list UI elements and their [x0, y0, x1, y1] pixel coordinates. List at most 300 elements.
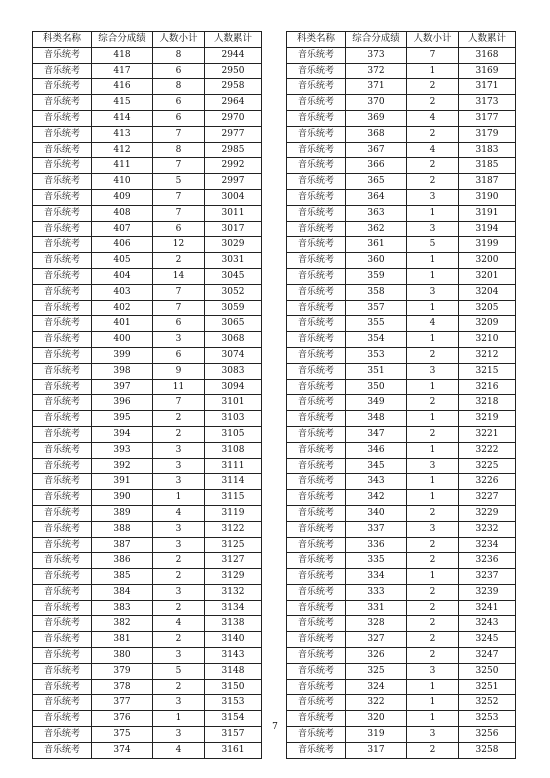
cell-category: 音乐统考 — [33, 253, 92, 269]
header-count: 人数小计 — [153, 32, 205, 48]
cell-score: 336 — [346, 537, 407, 553]
cell-count: 2 — [407, 95, 459, 111]
cell-category: 音乐统考 — [33, 742, 92, 758]
cell-cumulative: 2992 — [205, 158, 262, 174]
cell-count: 2 — [153, 553, 205, 569]
table-row — [287, 316, 516, 332]
table-row — [33, 537, 262, 553]
cell-score: 371 — [346, 79, 407, 95]
table-row — [33, 490, 262, 506]
cell-category: 音乐统考 — [287, 679, 346, 695]
table-row — [287, 395, 516, 411]
table-row — [33, 521, 262, 537]
cell-score: 412 — [92, 142, 153, 158]
cell-category: 音乐统考 — [287, 63, 346, 79]
cell-cumulative: 3129 — [205, 569, 262, 585]
cell-cumulative: 3074 — [205, 347, 262, 363]
table-row — [33, 47, 262, 63]
cell-count: 7 — [153, 158, 205, 174]
cell-score: 377 — [92, 695, 153, 711]
table-row — [287, 505, 516, 521]
cell-cumulative: 3243 — [459, 616, 516, 632]
table-row — [33, 205, 262, 221]
cell-cumulative: 3153 — [205, 695, 262, 711]
table-row — [33, 268, 262, 284]
cell-cumulative: 3221 — [459, 426, 516, 442]
table-row — [33, 379, 262, 395]
table-row — [33, 616, 262, 632]
cell-category: 音乐统考 — [287, 569, 346, 585]
cell-cumulative: 3105 — [205, 426, 262, 442]
cell-cumulative: 3210 — [459, 332, 516, 348]
cell-category: 音乐统考 — [33, 316, 92, 332]
cell-cumulative: 3179 — [459, 126, 516, 142]
cell-cumulative: 3199 — [459, 237, 516, 253]
cell-score: 384 — [92, 584, 153, 600]
cell-cumulative: 3134 — [205, 600, 262, 616]
table-row — [287, 584, 516, 600]
table-row — [33, 679, 262, 695]
cell-score: 380 — [92, 648, 153, 664]
cell-score: 364 — [346, 189, 407, 205]
cell-category: 音乐统考 — [33, 268, 92, 284]
cell-category: 音乐统考 — [287, 616, 346, 632]
cell-category: 音乐统考 — [33, 584, 92, 600]
table-row — [33, 126, 262, 142]
table-row — [33, 79, 262, 95]
cell-score: 407 — [92, 221, 153, 237]
cell-count: 1 — [407, 411, 459, 427]
cell-score: 381 — [92, 632, 153, 648]
score-table-left — [32, 31, 262, 759]
cell-score: 388 — [92, 521, 153, 537]
table-row — [287, 63, 516, 79]
cell-score: 325 — [346, 663, 407, 679]
cell-count: 8 — [153, 47, 205, 63]
cell-cumulative: 3029 — [205, 237, 262, 253]
cell-cumulative: 3204 — [459, 284, 516, 300]
cell-score: 331 — [346, 600, 407, 616]
cell-score: 386 — [92, 553, 153, 569]
cell-count: 4 — [407, 142, 459, 158]
cell-category: 音乐统考 — [33, 711, 92, 727]
cell-count: 12 — [153, 237, 205, 253]
table-row — [287, 742, 516, 758]
cell-category: 音乐统考 — [33, 442, 92, 458]
cell-count: 2 — [407, 632, 459, 648]
cell-score: 317 — [346, 742, 407, 758]
cell-count: 4 — [153, 742, 205, 758]
cell-category: 音乐统考 — [33, 300, 92, 316]
cell-category: 音乐统考 — [287, 110, 346, 126]
cell-score: 327 — [346, 632, 407, 648]
cell-count: 3 — [407, 189, 459, 205]
cell-score: 402 — [92, 300, 153, 316]
cell-cumulative: 3052 — [205, 284, 262, 300]
cell-count: 2 — [407, 648, 459, 664]
cell-cumulative: 3232 — [459, 521, 516, 537]
header-category: 科类名称 — [33, 32, 92, 48]
cell-category: 音乐统考 — [33, 411, 92, 427]
cell-category: 音乐统考 — [287, 648, 346, 664]
cell-score: 367 — [346, 142, 407, 158]
cell-count: 6 — [153, 63, 205, 79]
cell-score: 355 — [346, 316, 407, 332]
table-row — [287, 363, 516, 379]
cell-count: 9 — [153, 363, 205, 379]
cell-category: 音乐统考 — [287, 95, 346, 111]
table-row — [33, 569, 262, 585]
cell-cumulative: 3150 — [205, 679, 262, 695]
table-row — [33, 253, 262, 269]
cell-category: 音乐统考 — [287, 600, 346, 616]
cell-cumulative: 3108 — [205, 442, 262, 458]
cell-cumulative: 3212 — [459, 347, 516, 363]
cell-category: 音乐统考 — [287, 379, 346, 395]
cell-cumulative: 3252 — [459, 695, 516, 711]
cell-count: 1 — [407, 711, 459, 727]
header-cumulative: 人数累计 — [205, 32, 262, 48]
cell-count: 2 — [153, 600, 205, 616]
cell-cumulative: 3245 — [459, 632, 516, 648]
cell-score: 368 — [346, 126, 407, 142]
cell-count: 3 — [153, 521, 205, 537]
cell-score: 404 — [92, 268, 153, 284]
cell-category: 音乐统考 — [33, 727, 92, 743]
cell-count: 2 — [153, 426, 205, 442]
score-table-right — [286, 31, 516, 759]
cell-count: 2 — [407, 616, 459, 632]
cell-cumulative: 3185 — [459, 158, 516, 174]
cell-score: 387 — [92, 537, 153, 553]
cell-cumulative: 3111 — [205, 458, 262, 474]
cell-count: 2 — [153, 253, 205, 269]
cell-cumulative: 3237 — [459, 569, 516, 585]
cell-score: 391 — [92, 474, 153, 490]
cell-category: 音乐统考 — [33, 205, 92, 221]
cell-count: 3 — [407, 521, 459, 537]
cell-count: 6 — [153, 347, 205, 363]
header-score: 综合分成绩 — [92, 32, 153, 48]
cell-count: 2 — [153, 411, 205, 427]
cell-cumulative: 3222 — [459, 442, 516, 458]
cell-score: 411 — [92, 158, 153, 174]
cell-cumulative: 3201 — [459, 268, 516, 284]
cell-cumulative: 3065 — [205, 316, 262, 332]
table-row — [287, 332, 516, 348]
cell-category: 音乐统考 — [33, 63, 92, 79]
cell-count: 2 — [407, 79, 459, 95]
cell-cumulative: 3216 — [459, 379, 516, 395]
cell-category: 音乐统考 — [33, 174, 92, 190]
cell-cumulative: 3215 — [459, 363, 516, 379]
cell-category: 音乐统考 — [287, 126, 346, 142]
table-row — [287, 600, 516, 616]
table-row — [33, 584, 262, 600]
cell-category: 音乐统考 — [287, 537, 346, 553]
table-row — [33, 110, 262, 126]
cell-score: 348 — [346, 411, 407, 427]
cell-cumulative: 3247 — [459, 648, 516, 664]
table-row — [33, 648, 262, 664]
cell-count: 2 — [407, 347, 459, 363]
cell-cumulative: 3253 — [459, 711, 516, 727]
cell-category: 音乐统考 — [33, 648, 92, 664]
cell-count: 7 — [153, 284, 205, 300]
cell-category: 音乐统考 — [287, 505, 346, 521]
cell-cumulative: 3250 — [459, 663, 516, 679]
cell-score: 409 — [92, 189, 153, 205]
cell-score: 363 — [346, 205, 407, 221]
cell-category: 音乐统考 — [33, 110, 92, 126]
table-row — [33, 316, 262, 332]
cell-score: 382 — [92, 616, 153, 632]
table-row — [33, 237, 262, 253]
cell-score: 366 — [346, 158, 407, 174]
cell-cumulative: 3157 — [205, 727, 262, 743]
cell-score: 376 — [92, 711, 153, 727]
cell-category: 音乐统考 — [33, 379, 92, 395]
cell-score: 361 — [346, 237, 407, 253]
cell-category: 音乐统考 — [287, 316, 346, 332]
table-row — [33, 742, 262, 758]
cell-cumulative: 3168 — [459, 47, 516, 63]
cell-score: 335 — [346, 553, 407, 569]
cell-count: 3 — [153, 458, 205, 474]
table-row — [33, 442, 262, 458]
table-row — [287, 569, 516, 585]
cell-score: 415 — [92, 95, 153, 111]
cell-count: 3 — [407, 284, 459, 300]
table-header-row — [287, 32, 516, 48]
cell-count: 11 — [153, 379, 205, 395]
cell-count: 4 — [407, 316, 459, 332]
cell-category: 音乐统考 — [287, 158, 346, 174]
cell-cumulative: 3017 — [205, 221, 262, 237]
cell-cumulative: 3115 — [205, 490, 262, 506]
cell-cumulative: 3094 — [205, 379, 262, 395]
cell-category: 音乐统考 — [287, 268, 346, 284]
cell-category: 音乐统考 — [287, 174, 346, 190]
cell-score: 350 — [346, 379, 407, 395]
cell-cumulative: 3161 — [205, 742, 262, 758]
cell-score: 390 — [92, 490, 153, 506]
cell-score: 383 — [92, 600, 153, 616]
cell-score: 349 — [346, 395, 407, 411]
table-row — [33, 695, 262, 711]
cell-category: 音乐统考 — [287, 632, 346, 648]
cell-count: 3 — [153, 727, 205, 743]
cell-score: 334 — [346, 569, 407, 585]
cell-score: 328 — [346, 616, 407, 632]
cell-cumulative: 3234 — [459, 537, 516, 553]
cell-count: 5 — [153, 174, 205, 190]
cell-category: 音乐统考 — [33, 142, 92, 158]
cell-count: 3 — [153, 474, 205, 490]
table-row — [33, 553, 262, 569]
cell-score: 379 — [92, 663, 153, 679]
table-row — [287, 616, 516, 632]
table-row — [33, 363, 262, 379]
cell-count: 6 — [153, 110, 205, 126]
cell-cumulative: 3236 — [459, 553, 516, 569]
cell-category: 音乐统考 — [287, 284, 346, 300]
table-row — [33, 284, 262, 300]
cell-score: 378 — [92, 679, 153, 695]
cell-count: 5 — [153, 663, 205, 679]
table-row — [33, 505, 262, 521]
cell-category: 音乐统考 — [287, 395, 346, 411]
cell-score: 360 — [346, 253, 407, 269]
cell-count: 3 — [153, 648, 205, 664]
cell-category: 音乐统考 — [287, 363, 346, 379]
table-row — [33, 347, 262, 363]
cell-score: 399 — [92, 347, 153, 363]
cell-count: 6 — [153, 221, 205, 237]
table-row — [287, 126, 516, 142]
cell-cumulative: 3227 — [459, 490, 516, 506]
cell-count: 1 — [407, 253, 459, 269]
table-row — [287, 553, 516, 569]
cell-count: 2 — [407, 600, 459, 616]
cell-score: 396 — [92, 395, 153, 411]
table-row — [33, 221, 262, 237]
cell-count: 1 — [153, 490, 205, 506]
cell-cumulative: 3173 — [459, 95, 516, 111]
cell-category: 音乐统考 — [33, 189, 92, 205]
cell-score: 408 — [92, 205, 153, 221]
cell-score: 340 — [346, 505, 407, 521]
cell-category: 音乐统考 — [287, 584, 346, 600]
table-row — [33, 174, 262, 190]
cell-count: 2 — [407, 553, 459, 569]
cell-count: 2 — [407, 174, 459, 190]
cell-cumulative: 3148 — [205, 663, 262, 679]
cell-cumulative: 3011 — [205, 205, 262, 221]
table-row — [287, 442, 516, 458]
cell-category: 音乐统考 — [287, 727, 346, 743]
table-row — [33, 474, 262, 490]
cell-count: 3 — [153, 584, 205, 600]
cell-category: 音乐统考 — [33, 616, 92, 632]
cell-count: 7 — [153, 189, 205, 205]
cell-cumulative: 3169 — [459, 63, 516, 79]
cell-cumulative: 3132 — [205, 584, 262, 600]
cell-category: 音乐统考 — [287, 663, 346, 679]
cell-cumulative: 3125 — [205, 537, 262, 553]
cell-score: 392 — [92, 458, 153, 474]
cell-count: 1 — [407, 695, 459, 711]
cell-count: 1 — [153, 711, 205, 727]
header-score: 综合分成绩 — [346, 32, 407, 48]
cell-score: 400 — [92, 332, 153, 348]
cell-category: 音乐统考 — [33, 600, 92, 616]
table-row — [33, 458, 262, 474]
cell-score: 413 — [92, 126, 153, 142]
cell-category: 音乐统考 — [287, 253, 346, 269]
cell-count: 2 — [407, 395, 459, 411]
cell-score: 416 — [92, 79, 153, 95]
table-row — [287, 648, 516, 664]
cell-category: 音乐统考 — [287, 47, 346, 63]
table-row — [33, 411, 262, 427]
table-row — [287, 537, 516, 553]
cell-count: 1 — [407, 300, 459, 316]
cell-cumulative: 3200 — [459, 253, 516, 269]
cell-category: 音乐统考 — [33, 458, 92, 474]
cell-cumulative: 3045 — [205, 268, 262, 284]
table-row — [287, 253, 516, 269]
cell-category: 音乐统考 — [33, 490, 92, 506]
cell-cumulative: 2950 — [205, 63, 262, 79]
cell-cumulative: 3258 — [459, 742, 516, 758]
cell-score: 351 — [346, 363, 407, 379]
cell-score: 394 — [92, 426, 153, 442]
cell-cumulative: 2997 — [205, 174, 262, 190]
cell-count: 3 — [153, 695, 205, 711]
cell-category: 音乐统考 — [287, 300, 346, 316]
table-row — [287, 47, 516, 63]
cell-score: 401 — [92, 316, 153, 332]
cell-cumulative: 3177 — [459, 110, 516, 126]
cell-category: 音乐统考 — [33, 679, 92, 695]
cell-count: 2 — [407, 537, 459, 553]
cell-count: 3 — [407, 663, 459, 679]
table-row — [287, 411, 516, 427]
table-row — [287, 142, 516, 158]
cell-score: 369 — [346, 110, 407, 126]
cell-count: 1 — [407, 679, 459, 695]
table-row — [33, 95, 262, 111]
cell-cumulative: 3225 — [459, 458, 516, 474]
cell-count: 1 — [407, 569, 459, 585]
cell-score: 418 — [92, 47, 153, 63]
cell-score: 362 — [346, 221, 407, 237]
cell-category: 音乐统考 — [287, 490, 346, 506]
cell-count: 2 — [407, 742, 459, 758]
table-row — [33, 63, 262, 79]
cell-score: 372 — [346, 63, 407, 79]
cell-count: 1 — [407, 268, 459, 284]
cell-cumulative: 3218 — [459, 395, 516, 411]
cell-category: 音乐统考 — [33, 395, 92, 411]
cell-score: 370 — [346, 95, 407, 111]
cell-score: 358 — [346, 284, 407, 300]
cell-count: 2 — [407, 584, 459, 600]
cell-category: 音乐统考 — [33, 569, 92, 585]
cell-cumulative: 3114 — [205, 474, 262, 490]
cell-category: 音乐统考 — [287, 742, 346, 758]
cell-count: 3 — [407, 221, 459, 237]
table-row — [287, 379, 516, 395]
table-row — [287, 110, 516, 126]
cell-category: 音乐统考 — [287, 347, 346, 363]
cell-count: 6 — [153, 316, 205, 332]
cell-category: 音乐统考 — [33, 347, 92, 363]
cell-count: 2 — [407, 126, 459, 142]
cell-count: 1 — [407, 490, 459, 506]
table-row — [287, 158, 516, 174]
cell-cumulative: 2958 — [205, 79, 262, 95]
table-row — [33, 300, 262, 316]
cell-count: 7 — [153, 395, 205, 411]
cell-category: 音乐统考 — [33, 632, 92, 648]
cell-count: 1 — [407, 379, 459, 395]
cell-count: 3 — [153, 537, 205, 553]
cell-category: 音乐统考 — [287, 553, 346, 569]
cell-count: 2 — [153, 569, 205, 585]
cell-cumulative: 3251 — [459, 679, 516, 695]
